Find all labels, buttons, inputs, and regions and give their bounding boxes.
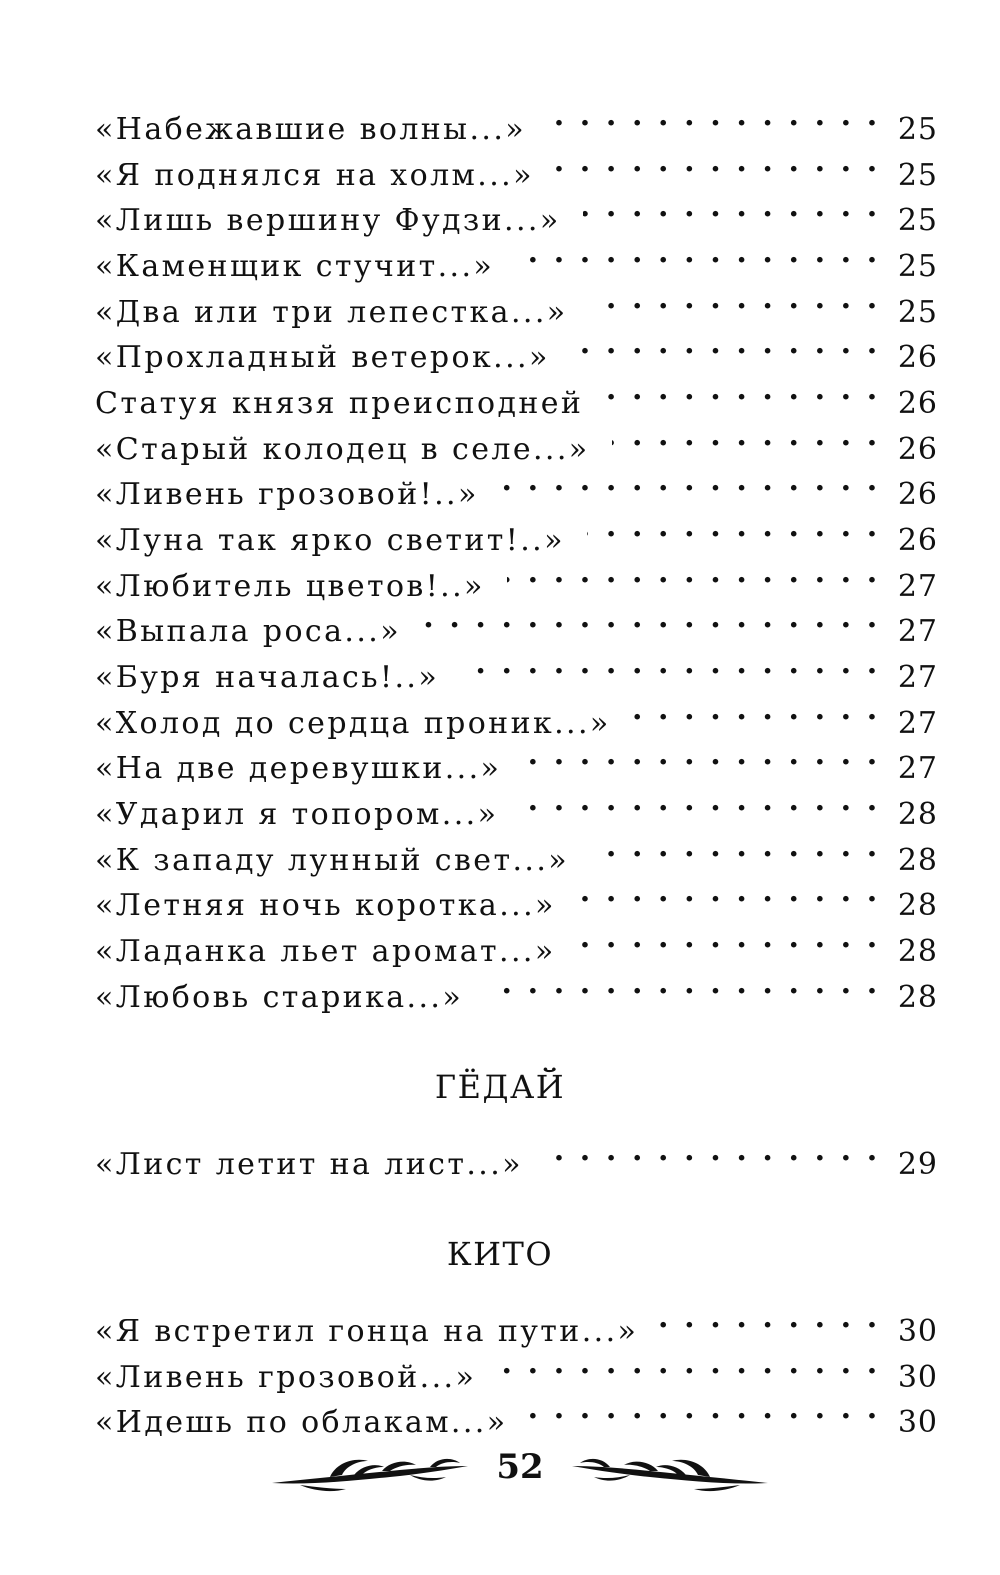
toc-entry-title: «Два или три лепестка...» <box>95 295 568 330</box>
toc-entry <box>95 641 938 695</box>
toc-entry <box>95 276 938 330</box>
toc-entry-page: 26 <box>897 477 938 512</box>
toc-entry-page: 25 <box>897 295 938 330</box>
toc-entry <box>95 184 938 238</box>
toc-entry <box>95 504 938 558</box>
toc-entry-title: «Выпала роса...» <box>95 614 401 649</box>
toc-entry-page: 28 <box>897 797 938 832</box>
toc-entry-page: 26 <box>897 340 938 375</box>
toc-entry-page: 28 <box>897 934 938 969</box>
toc-entry-title: «Летняя ночь коротка...» <box>95 888 556 923</box>
toc-entry-page: 30 <box>897 1314 938 1349</box>
toc-entry <box>95 1295 938 1349</box>
toc-entry-page: 25 <box>897 249 938 284</box>
toc-entry <box>95 732 938 786</box>
toc-leader-dots <box>423 595 880 641</box>
toc-entry-title: «К западу лунный свет...» <box>95 843 570 878</box>
toc-entry-title: «Буря началась!..» <box>95 660 440 695</box>
toc-entry-page: 30 <box>897 1360 938 1395</box>
toc-entry-title: «На две деревушки...» <box>95 751 502 786</box>
toc-leader-dots <box>523 732 879 778</box>
toc-entry <box>95 915 938 969</box>
toc-entry-page: 26 <box>897 432 938 467</box>
toc-entry-title: «Лист летит на лист...» <box>95 1147 523 1182</box>
toc-leader-dots <box>660 1295 880 1341</box>
toc-leader-dots <box>583 184 880 230</box>
toc-entry-title: «Любитель цветов!..» <box>95 569 485 604</box>
toc-entry-title: «Ладанка льет аромат...» <box>95 934 556 969</box>
toc-entry-title: «Старый колодец в селе...» <box>95 432 590 467</box>
toc-entry-page: 28 <box>897 843 938 878</box>
toc-leader-dots <box>556 139 880 185</box>
toc-entry <box>95 458 938 512</box>
toc-entry-title: «Каменщик стучит...» <box>95 249 495 284</box>
toc-entry-title: «Идешь по облакам...» <box>95 1405 508 1440</box>
toc-leader-dots <box>605 367 880 413</box>
toc-entry <box>95 1386 938 1440</box>
toc-entry-title: «Ударил я топором...» <box>95 797 499 832</box>
toc-leader-dots <box>545 1128 880 1174</box>
toc-entry-title: «Прохладный ветерок...» <box>95 340 550 375</box>
toc-leader-dots <box>498 1341 880 1387</box>
toc-entry-page: 25 <box>897 203 938 238</box>
toc-entry-title: Статуя князя преисподней <box>95 386 584 421</box>
toc-entry <box>95 961 938 1015</box>
toc-entry-page: 27 <box>897 660 938 695</box>
toc-leader-dots <box>485 961 880 1007</box>
toc-leader-dots <box>507 550 880 596</box>
toc-entry-title: «Я встретил гонца на пути...» <box>95 1314 639 1349</box>
ornament-flourish-right-icon <box>570 1449 770 1499</box>
toc-entry-page: 27 <box>897 614 938 649</box>
toc-leader-dots <box>516 230 880 276</box>
toc-leader-dots <box>578 915 880 961</box>
toc-entry-title: «Я поднялся на холм...» <box>95 158 534 193</box>
toc-entry <box>95 550 938 604</box>
page-footer <box>270 1445 770 1505</box>
toc-entry-title: «Любовь старика...» <box>95 980 464 1015</box>
toc-entry-page: 25 <box>897 112 938 147</box>
toc-entry-title: «Набежавшие волны...» <box>95 112 527 147</box>
section-heading-gedai: ГЁДАЙ <box>434 1068 566 1106</box>
toc-entry-page: 28 <box>897 888 938 923</box>
toc-entry-page: 29 <box>897 1147 938 1182</box>
toc-entry-page: 25 <box>897 158 938 193</box>
toc-leader-dots <box>612 413 880 459</box>
toc-entry <box>95 778 938 832</box>
section-heading-kito: КИТО <box>446 1235 554 1273</box>
toc-entry-title: «Холод до сердца проник...» <box>95 706 611 741</box>
toc-entry <box>95 687 938 741</box>
toc-entry-page: 26 <box>897 386 938 421</box>
toc-leader-dots <box>501 458 880 504</box>
toc-entry-page: 26 <box>897 523 938 558</box>
toc-entry <box>95 413 938 467</box>
toc-leader-dots <box>633 687 880 733</box>
toc-entry <box>95 1341 938 1395</box>
page-number: 52 <box>496 1447 544 1487</box>
toc-entry <box>95 824 938 878</box>
toc-entry-page: 27 <box>897 706 938 741</box>
toc-leader-dots <box>572 321 880 367</box>
toc-leader-dots <box>548 93 880 139</box>
toc-entry <box>95 869 938 923</box>
toc-entry-page: 30 <box>897 1405 938 1440</box>
toc-entry <box>95 1128 938 1182</box>
toc-entry-title: «Ливень грозовой...» <box>95 1360 477 1395</box>
toc-entry <box>95 595 938 649</box>
toc-leader-dots <box>530 1386 880 1432</box>
toc-entry <box>95 139 938 193</box>
toc-entry-title: «Лишь вершину Фудзи...» <box>95 203 561 238</box>
toc-entry <box>95 230 938 284</box>
toc-entry-page: 27 <box>897 751 938 786</box>
toc-entry-title: «Ливень грозовой!..» <box>95 477 479 512</box>
toc-entry <box>95 93 938 147</box>
toc-leader-dots <box>587 504 880 550</box>
toc-entry-page: 27 <box>897 569 938 604</box>
toc-entry-page: 28 <box>897 980 938 1015</box>
toc-leader-dots <box>461 641 880 687</box>
toc-leader-dots <box>590 276 880 322</box>
toc-entry <box>95 367 938 421</box>
toc-entry-title: «Луна так ярко светит!..» <box>95 523 565 558</box>
toc-leader-dots <box>591 824 880 870</box>
toc-leader-dots <box>520 778 879 824</box>
toc-entry <box>95 321 938 375</box>
toc-leader-dots <box>578 869 880 915</box>
